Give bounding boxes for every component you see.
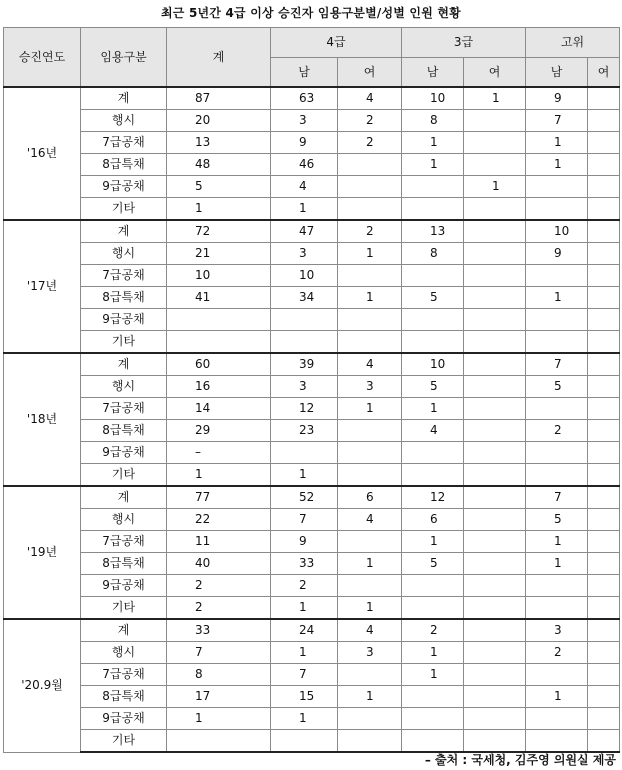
senior-female-cell [588,353,620,376]
category-cell: 계 [81,220,167,243]
grade3-male-cell [402,575,464,597]
category-cell: 7급공채 [81,132,167,154]
category-cell: 행시 [81,243,167,265]
category-cell: 기타 [81,198,167,221]
grade3-female-cell [464,265,526,287]
header-grade3: 3급 [402,28,526,58]
grade3-female-cell [464,597,526,620]
table-row [4,287,620,309]
grade4-female-cell [338,331,402,354]
total-cell: 2 [167,575,271,597]
category-cell: 9급공채 [81,575,167,597]
year-cell: '18년 [4,353,81,486]
grade3-female-cell [464,553,526,575]
grade3-female-cell [464,730,526,753]
senior-female-cell [588,464,620,487]
header-grade4: 4급 [271,28,402,58]
grade3-female-cell [464,575,526,597]
total-cell: 33 [167,619,271,642]
grade3-female-cell: 1 [464,176,526,198]
year-cell: '17년 [4,220,81,353]
grade4-male-cell: 34 [271,287,338,309]
grade4-female-cell [338,664,402,686]
total-cell [167,730,271,753]
grade3-female-cell [464,486,526,509]
grade4-female-cell [338,154,402,176]
header-grade4-female: 여 [338,58,402,88]
grade3-male-cell: 2 [402,619,464,642]
senior-female-cell [588,575,620,597]
senior-male-cell: 2 [526,642,588,664]
total-cell [167,331,271,354]
senior-female-cell [588,442,620,464]
grade4-male-cell: 47 [271,220,338,243]
grade4-female-cell: 1 [338,287,402,309]
senior-female-cell [588,686,620,708]
total-cell: 8 [167,664,271,686]
table-row [4,575,620,597]
grade4-male-cell: 7 [271,664,338,686]
category-cell: 기타 [81,730,167,753]
grade3-male-cell: 8 [402,243,464,265]
grade4-female-cell [338,464,402,487]
category-cell: 계 [81,87,167,110]
grade3-female-cell [464,464,526,487]
table-row [4,464,620,487]
grade3-female-cell [464,154,526,176]
header-year: 승진연도 [4,28,81,88]
grade3-female-cell [464,398,526,420]
category-cell: 계 [81,486,167,509]
category-cell: 9급공채 [81,708,167,730]
senior-female-cell [588,509,620,531]
total-cell: 29 [167,420,271,442]
grade3-male-cell: 10 [402,87,464,110]
grade4-male-cell [271,309,338,331]
grade3-female-cell [464,353,526,376]
grade3-female-cell [464,220,526,243]
senior-male-cell [526,597,588,620]
category-cell: 계 [81,619,167,642]
senior-female-cell [588,531,620,553]
grade4-male-cell: 23 [271,420,338,442]
year-group [4,619,620,752]
header-total: 계 [167,28,271,88]
grade4-male-cell: 2 [271,575,338,597]
senior-male-cell: 1 [526,154,588,176]
grade4-female-cell: 2 [338,132,402,154]
grade3-female-cell [464,509,526,531]
senior-female-cell [588,309,620,331]
total-cell: 1 [167,464,271,487]
grade3-female-cell [464,619,526,642]
table-row [4,154,620,176]
grade4-male-cell: 3 [271,110,338,132]
grade4-female-cell: 1 [338,243,402,265]
category-cell: 8급특채 [81,420,167,442]
grade3-male-cell [402,331,464,354]
header-senior-female: 여 [588,58,620,88]
category-cell: 기타 [81,331,167,354]
senior-female-cell [588,708,620,730]
year-group [4,220,620,353]
senior-female-cell [588,331,620,354]
table-row [4,220,620,243]
table-row [4,708,620,730]
senior-male-cell [526,730,588,753]
senior-male-cell: 9 [526,243,588,265]
grade3-female-cell [464,309,526,331]
senior-male-cell: 3 [526,619,588,642]
grade4-female-cell: 1 [338,553,402,575]
grade4-female-cell: 2 [338,220,402,243]
senior-female-cell [588,664,620,686]
grade3-male-cell: 5 [402,376,464,398]
grade3-male-cell: 1 [402,664,464,686]
grade4-male-cell: 7 [271,509,338,531]
header-grade4-male: 남 [271,58,338,88]
header-category: 임용구분 [81,28,167,88]
table-row [4,309,620,331]
grade3-female-cell [464,420,526,442]
senior-female-cell [588,154,620,176]
category-cell: 기타 [81,597,167,620]
grade4-female-cell [338,575,402,597]
category-cell: 9급공채 [81,309,167,331]
senior-female-cell [588,597,620,620]
total-cell: 77 [167,486,271,509]
category-cell: 9급공채 [81,442,167,464]
senior-male-cell [526,198,588,221]
grade3-female-cell [464,686,526,708]
senior-female-cell [588,730,620,753]
grade4-female-cell: 1 [338,398,402,420]
senior-female-cell [588,265,620,287]
grade4-female-cell: 6 [338,486,402,509]
total-cell: 60 [167,353,271,376]
category-cell: 9급공채 [81,176,167,198]
category-cell: 7급공채 [81,531,167,553]
senior-male-cell [526,265,588,287]
grade3-male-cell: 10 [402,353,464,376]
senior-male-cell [526,442,588,464]
grade3-female-cell [464,198,526,221]
total-cell: 13 [167,132,271,154]
grade3-male-cell: 5 [402,553,464,575]
grade4-male-cell: 24 [271,619,338,642]
grade4-female-cell: 1 [338,686,402,708]
header-grade3-female: 여 [464,58,526,88]
category-cell: 8급특채 [81,154,167,176]
senior-male-cell [526,575,588,597]
category-cell: 기타 [81,464,167,487]
senior-male-cell: 1 [526,553,588,575]
senior-female-cell [588,87,620,110]
grade4-male-cell: 9 [271,531,338,553]
header-grade3-male: 남 [402,58,464,88]
grade3-male-cell: 1 [402,531,464,553]
grade3-female-cell: 1 [464,87,526,110]
grade4-male-cell [271,442,338,464]
senior-male-cell [526,708,588,730]
senior-female-cell [588,398,620,420]
senior-female-cell [588,132,620,154]
year-cell: '19년 [4,486,81,619]
grade3-male-cell [402,464,464,487]
total-cell: 17 [167,686,271,708]
senior-male-cell: 10 [526,220,588,243]
grade4-female-cell [338,176,402,198]
category-cell: 계 [81,353,167,376]
year-cell: '20.9월 [4,619,81,752]
grade4-male-cell: 46 [271,154,338,176]
grade4-male-cell [271,331,338,354]
senior-male-cell: 9 [526,87,588,110]
total-cell: 5 [167,176,271,198]
senior-female-cell [588,287,620,309]
senior-male-cell: 1 [526,531,588,553]
grade4-male-cell: 1 [271,198,338,221]
grade4-female-cell: 4 [338,509,402,531]
grade4-male-cell: 1 [271,597,338,620]
grade4-female-cell [338,442,402,464]
category-cell: 7급공채 [81,265,167,287]
year-group [4,353,620,486]
total-cell: 14 [167,398,271,420]
table-row [4,176,620,198]
grade4-female-cell: 4 [338,87,402,110]
grade4-male-cell: 15 [271,686,338,708]
promotion-table [3,27,620,753]
grade4-female-cell [338,309,402,331]
senior-female-cell [588,220,620,243]
grade3-female-cell [464,442,526,464]
total-cell: 7 [167,642,271,664]
senior-female-cell [588,486,620,509]
grade3-male-cell: 5 [402,287,464,309]
senior-male-cell [526,464,588,487]
grade4-male-cell: 4 [271,176,338,198]
total-cell: 87 [167,87,271,110]
grade4-male-cell: 10 [271,265,338,287]
grade4-female-cell [338,265,402,287]
total-cell: 22 [167,509,271,531]
senior-male-cell: 5 [526,509,588,531]
grade3-male-cell [402,730,464,753]
total-cell: 48 [167,154,271,176]
grade3-male-cell: 1 [402,132,464,154]
senior-female-cell [588,176,620,198]
senior-male-cell [526,176,588,198]
grade3-female-cell [464,708,526,730]
grade4-male-cell: 3 [271,243,338,265]
grade3-female-cell [464,287,526,309]
header-senior-male: 남 [526,58,588,88]
grade4-female-cell: 4 [338,619,402,642]
year-cell: '16년 [4,87,81,220]
grade3-male-cell [402,442,464,464]
grade4-female-cell [338,420,402,442]
table-row [4,110,620,132]
total-cell: 72 [167,220,271,243]
total-cell: 21 [167,243,271,265]
grade4-male-cell [271,730,338,753]
total-cell: 2 [167,597,271,620]
grade4-female-cell [338,708,402,730]
category-cell: 8급특채 [81,287,167,309]
total-cell: 16 [167,376,271,398]
grade3-male-cell: 8 [402,110,464,132]
grade3-male-cell [402,176,464,198]
total-cell: 1 [167,708,271,730]
category-cell: 행시 [81,509,167,531]
grade3-male-cell [402,597,464,620]
total-cell: – [167,442,271,464]
table-row [4,553,620,575]
grade3-male-cell [402,708,464,730]
table-row [4,597,620,620]
table-row [4,642,620,664]
grade4-female-cell: 1 [338,597,402,620]
grade3-male-cell: 1 [402,398,464,420]
grade4-male-cell: 9 [271,132,338,154]
grade4-male-cell: 1 [271,464,338,487]
senior-male-cell: 7 [526,486,588,509]
table-row [4,486,620,509]
grade3-female-cell [464,110,526,132]
senior-male-cell [526,664,588,686]
total-cell: 11 [167,531,271,553]
grade3-female-cell [464,331,526,354]
table-row [4,265,620,287]
senior-male-cell: 5 [526,376,588,398]
senior-male-cell [526,331,588,354]
source-note: – 출처 : 국세청, 김주영 의원실 제공 [424,753,616,767]
grade4-male-cell: 39 [271,353,338,376]
table-row [4,198,620,221]
grade3-male-cell [402,686,464,708]
table-row [4,420,620,442]
senior-female-cell [588,110,620,132]
table-row [4,132,620,154]
category-cell: 7급공채 [81,664,167,686]
grade3-female-cell [464,531,526,553]
grade3-male-cell [402,198,464,221]
grade4-male-cell: 3 [271,376,338,398]
grade3-male-cell: 6 [402,509,464,531]
grade3-male-cell: 4 [402,420,464,442]
page-title: 최근 5년간 4급 이상 승진자 임용구분별/성별 인원 현황 [161,6,461,20]
table-row [4,376,620,398]
table-row [4,619,620,642]
senior-female-cell [588,420,620,442]
table-row [4,353,620,376]
senior-female-cell [588,553,620,575]
grade3-female-cell [464,243,526,265]
senior-female-cell [588,642,620,664]
category-cell: 8급특채 [81,686,167,708]
total-cell: 1 [167,198,271,221]
senior-male-cell: 7 [526,353,588,376]
senior-female-cell [588,243,620,265]
grade3-female-cell [464,664,526,686]
grade4-male-cell: 52 [271,486,338,509]
senior-male-cell [526,309,588,331]
category-cell: 7급공채 [81,398,167,420]
grade4-male-cell: 33 [271,553,338,575]
grade4-male-cell: 63 [271,87,338,110]
total-cell: 40 [167,553,271,575]
grade4-male-cell: 1 [271,708,338,730]
senior-female-cell [588,619,620,642]
senior-female-cell [588,376,620,398]
total-cell: 20 [167,110,271,132]
grade4-female-cell: 4 [338,353,402,376]
senior-male-cell: 7 [526,110,588,132]
grade4-female-cell [338,730,402,753]
senior-male-cell: 1 [526,132,588,154]
grade4-female-cell: 3 [338,376,402,398]
table-row [4,243,620,265]
senior-female-cell [588,198,620,221]
grade3-male-cell [402,265,464,287]
table-row [4,331,620,354]
year-group [4,486,620,619]
grade3-female-cell [464,376,526,398]
grade3-male-cell: 1 [402,642,464,664]
senior-male-cell: 2 [526,420,588,442]
table-row [4,730,620,753]
total-cell: 41 [167,287,271,309]
table-row [4,531,620,553]
senior-male-cell: 1 [526,686,588,708]
grade4-female-cell: 2 [338,110,402,132]
header-senior: 고위 [526,28,620,58]
grade4-female-cell [338,198,402,221]
grade3-female-cell [464,642,526,664]
table-row [4,686,620,708]
table-row [4,398,620,420]
grade4-male-cell: 12 [271,398,338,420]
category-cell: 행시 [81,642,167,664]
grade4-male-cell: 1 [271,642,338,664]
category-cell: 행시 [81,110,167,132]
table-row [4,442,620,464]
total-cell: 10 [167,265,271,287]
grade3-male-cell: 13 [402,220,464,243]
year-group [4,87,620,220]
grade3-female-cell [464,132,526,154]
grade4-female-cell [338,531,402,553]
table-row [4,509,620,531]
senior-male-cell [526,398,588,420]
total-cell [167,309,271,331]
table-row [4,87,620,110]
table-row [4,664,620,686]
grade3-male-cell [402,309,464,331]
category-cell: 행시 [81,376,167,398]
senior-male-cell: 1 [526,287,588,309]
grade3-male-cell: 1 [402,154,464,176]
category-cell: 8급특채 [81,553,167,575]
grade4-female-cell: 3 [338,642,402,664]
grade3-male-cell: 12 [402,486,464,509]
